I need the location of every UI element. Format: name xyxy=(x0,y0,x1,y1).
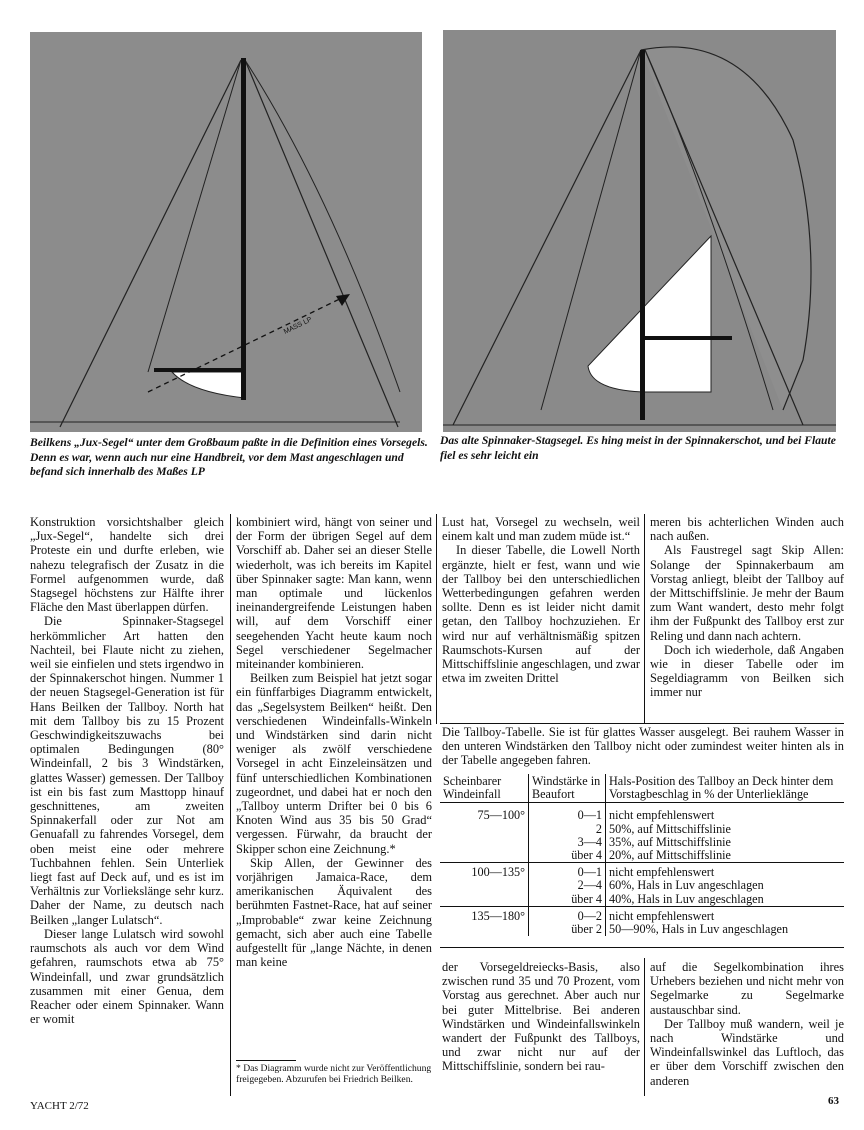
footer-magazine: YACHT 2/72 xyxy=(30,1100,89,1112)
table-cell-pos: 40%, Hals in Luv angeschlagen xyxy=(606,893,845,907)
text-column-4-lower xyxy=(650,960,844,1088)
text-column-2 xyxy=(236,515,432,970)
table-cell-pos: nicht empfehlenswert xyxy=(606,803,845,823)
lp-label: MASS LP xyxy=(282,316,314,336)
table-cell-bft: 3—4 xyxy=(529,836,606,849)
paragraph: Beilken zum Beispiel hat jetzt sogar ein fünffarbiges Diagramm entwickelt, das „Segelsystem Beilken“ heißt. Den verschiedenen Windeinfalls-Winkeln und Windstärken sind darin nicht weniger als zwölf verschiedene Vorsegel in acht Einzeleinsätzen und fünf unterschiedlichen Kombinationen zugeordnet, und dabei hat er noch den „Tallboy unterm Drifter bei 0 bis 6 Knoten Wind aus 35 bis 50 Grad“ vergessen. Fürwahr, da braucht der Skipper schon eine Zeichnung.* xyxy=(236,671,432,856)
table-caption: Die Tallboy-Tabelle. Sie ist für glattes Wasser ausgelegt. Bei rauhem Wasser in den unteren Windstärken den Tallboy nicht oder zumindest weiter hinten als in der Tabelle angegeben fahren. xyxy=(442,725,844,768)
footnote: * Das Diagramm wurde nicht zur Veröffentlichung freigegeben. Abzurufen bei Friedrich Beilken. xyxy=(236,1063,432,1085)
table-cell-pos: nicht empfehlenswert xyxy=(606,906,845,923)
table-row xyxy=(440,803,844,823)
sail-diagram-right xyxy=(443,30,836,432)
figure-jux-segel xyxy=(30,32,422,432)
table-row xyxy=(440,906,844,923)
table-cell-pos: 20%, auf Mittschiffslinie xyxy=(606,849,845,863)
paragraph: Skip Allen, der Gewinner des vorjährigen Jamaica-Race, dem amerikanischen Äquivalent des berühmten Fastnet-Race, hat auf seiner „Improbable“ zwar keine Zeichnung gemacht, sich aber auch eine Tabelle aufgestellt für „lange Nächte, in denen man keine xyxy=(236,855,432,970)
paragraph: Der Tallboy muß wandern, weil je nach Windstärke und Windeinfallswinkel das Luftloch, das er über dem Vorschiff zwischen den anderen xyxy=(650,1016,844,1088)
table-cell-pos: 50%, auf Mittschiffslinie xyxy=(606,823,845,836)
table-cell-pos: 50—90%, Hals in Luv angeschlagen xyxy=(606,923,845,936)
sail-diagram-left xyxy=(30,32,422,432)
table-cell-bft: 0—1 xyxy=(529,863,606,880)
column-rule xyxy=(644,958,645,1096)
table-row xyxy=(440,849,844,863)
table-cell-angle: 75—100° xyxy=(477,808,525,823)
table-cell-bft: über 2 xyxy=(529,923,606,936)
table-cell-pos: 35%, auf Mittschiffslinie xyxy=(606,836,845,849)
paragraph: Dieser lange Lulatsch wird sowohl raumschots als auch vor dem Wind gefahren, raumschots etwa ab 75° Windeinfall, und zwar grundsätzlich zusammen mit einer Genua, dem Reacher oder einem Spinnaker. Wann er womit xyxy=(30,926,224,1027)
column-rule xyxy=(230,514,231,1096)
paragraph: Konstruktion vorsichtshalber gleich „Jux-Segel“, handelte sich drei Proteste ein und durfte erleben, wie nahezu telegrafisch der Zusatz in die Formel aufgenommen wurde, daß Stagsegel höchstens zur Hälfte ihrer Fläche den Mast überlappen dürfen. xyxy=(30,515,224,615)
table-cell-bft: 2—4 xyxy=(529,879,606,892)
table-cell-pos: nicht empfehlenswert xyxy=(606,863,845,880)
paragraph: Als Faustregel sagt Skip Allen: Solange der Spinnakerbaum am Vorstag anliegt, bleibt der Tallboy auf der Mittschiffslinie. Je mehr der Baum zum Want wandert, desto mehr folgt ihm der Fußpunkt des Tallboy erst zur Reling und dann nach achtern. xyxy=(650,543,844,643)
table-bottom-rule xyxy=(440,947,844,948)
table-cell-bft: über 4 xyxy=(529,849,606,863)
table-row xyxy=(440,879,844,892)
paragraph: der Vorsegeldreiecks-Basis, also zwischen rund 35 und 70 Prozent, vom Vorstag aus gerechnet. Aber auch nur bei guter Mittelbrise. Bei anderen Windstärken und Windeinfallswinkeln wandert der Fußpunkt des Tallboys, und zwar nicht nur auf der Mittschiffslinie, sondern bei rau- xyxy=(442,960,640,1074)
text-column-3-lower xyxy=(442,960,640,1074)
table-cell-bft: über 4 xyxy=(529,893,606,907)
table-cell-bft: 0—2 xyxy=(529,906,606,923)
table-cell-angle: 100—135° xyxy=(440,863,529,880)
paragraph: In dieser Tabelle, die Lowell North ergänzte, hielt er fest, wann und wie der Tallboy bei den unterschiedlichen Wetterbedingungen gefahren werden sollte. Denn es ist leider nicht damit getan, den Tallboy hochzuziehen. Er wird nur auf verhältnismäßig spitzen Raumschots-Kursen auf der Mittschiffslinie angeschlagen, und zwar etwa im zweiten Drittel xyxy=(442,543,640,686)
column-rule xyxy=(436,514,437,724)
paragraph: Lust hat, Vorsegel zu wechseln, weil einem kalt und man zudem müde ist.“ xyxy=(442,515,640,544)
table-header: Windstärke in Beaufort xyxy=(529,774,606,803)
table-row xyxy=(440,893,844,907)
paragraph: meren bis achterlichen Winden auch nach außen. xyxy=(650,515,844,544)
table-cell-bft: 0—1 xyxy=(529,803,606,823)
table-row xyxy=(440,863,844,880)
column-rule xyxy=(644,514,645,724)
table-cell-bft: 2 xyxy=(529,823,606,836)
table-header: Scheinbarer Windeinfall xyxy=(440,774,529,803)
paragraph: auf die Segelkombination ihres Urhebers beziehen und nicht mehr von Segelmarke zu Segelmarke austauschbar sind. xyxy=(650,960,844,1017)
page-number: 63 xyxy=(828,1095,839,1107)
paragraph: kombiniert wird, hängt von seiner und der Form der übrigen Segel auf dem Vorschiff ab. Daher sei an dieser Stelle wiederholt, was ich bereits im Kapitel über Spinnaker sagte: Man kann, wenn man optimale und lückenlos ineinandergreifende Leistungen haben will, auf dem Vorschiff einer seegehenden Yacht heute kaum noch Segel verschiedener Segelmacher miteinander kombinieren. xyxy=(236,515,432,672)
tallboy-table xyxy=(440,774,844,936)
table-cell-angle: 135—180° xyxy=(440,906,529,923)
figure-caption-right: Das alte Spinnaker-Stagsegel. Es hing meist in der Spinnakerschot, und bei Flaute fiel es sehr leicht ein xyxy=(440,434,836,462)
paragraph: Doch ich wiederhole, daß Angaben wie in dieser Tabelle oder im Segeldiagramm von Beilken sich immer nur xyxy=(650,642,844,700)
text-column-3 xyxy=(442,515,640,685)
text-column-4 xyxy=(650,515,844,700)
paragraph: Die Spinnaker-Stagsegel herkömmlicher Art hatten den Nachteil, bei Flaute nicht zu ziehen, weil sie einfielen und stets irgendwo in der Spinnakerschot hingen. Nummer 1 der neuen Stagsegel-Generation ist für Hans Beilken der Tallboy. North hat mit dem Tallboy bis zu 15 Prozent Geschwindigkeitszuwachs bei optimalen Bedingungen (80° Windeinfall, 2 bis 3 Windstärken, glattes Wasser) gemessen. Der Tallboy ist ein bis fast zum Masttopp hinauf geschnittenes, am zweiten Spinnakerfall oder zur Not am Genuafall zu fahrendes Vorsegel, dem oben meist eine oder mehrere Tuchbahnen fehlen. Sein Unterliek liegt fast auf Deck auf, und es ist im Verhältnis zur Vorliekslänge sehr kurz. Daher der Name, zu deutsch nach Beilken „langer Lulatsch“. xyxy=(30,614,224,927)
footnote-rule xyxy=(236,1060,296,1061)
text-column-1 xyxy=(30,515,224,1026)
figure-caption-left: Beilkens „Jux-Segel“ unter dem Großbaum paßte in die Definition eines Vorsegels. Denn es war, wenn auch nur eine Handbreit, vor dem Mast angeschlagen und befand sich innerhalb des Maßes LP xyxy=(30,436,428,479)
table-header: Hals-Position des Tallboy an Deck hinter dem Vorstagbeschlag in % der Unterlieklänge xyxy=(606,774,845,803)
table-cell-pos: 60%, Hals in Luv angeschlagen xyxy=(606,879,845,892)
table-row xyxy=(440,923,844,936)
figure-spinnaker-stagsegel xyxy=(443,30,836,432)
table-top-rule xyxy=(440,723,844,724)
table-row xyxy=(440,823,844,836)
